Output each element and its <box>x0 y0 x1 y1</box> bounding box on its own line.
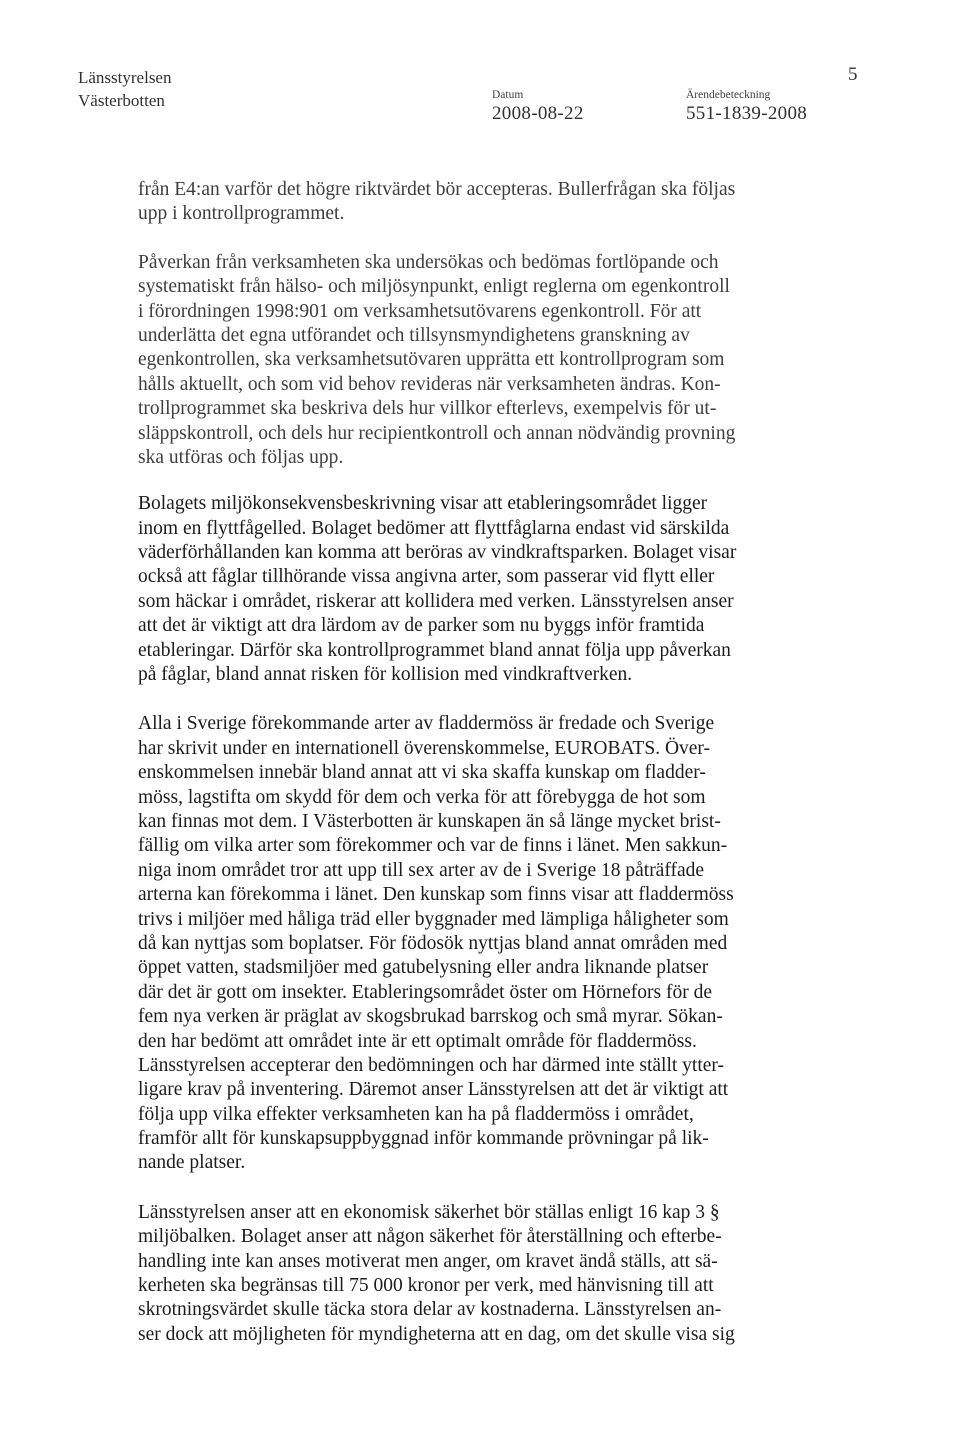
paragraph-bats <box>138 712 778 1175</box>
text-line: hålls aktuellt, och som vid behov revideras när verksamheten ändras. Kon- <box>138 373 721 395</box>
text-line: från E4:an varför det högre riktvärdet bör accepteras. Bullerfrågan ska följas <box>138 179 736 200</box>
text-line: där det är gott om insekter. Etableringsområdet öster om Hörnefors för de <box>138 981 712 1003</box>
text-line: niga inom området tror att upp till sex arter av de i Sverige 18 påträffade <box>138 859 705 881</box>
text-line: nande platser. <box>138 1152 246 1174</box>
text-line: då kan nyttjas som boplatser. För födosök nyttjas bland annat områden med <box>138 932 728 954</box>
text-line: fem nya verken är präglat av skogsbrukad barrskog och små myrar. Sökan- <box>138 1006 723 1028</box>
text-line: trivs i miljöer med håliga träd eller byggnader med lämpliga håligheter som <box>138 908 729 930</box>
text-line: fällig om vilka arter som förekommer och var de finns i länet. Men sakkun- <box>138 835 728 857</box>
text-line: Påverkan från verksamheten ska undersökas och bedömas fortlöpande och <box>138 251 719 273</box>
text-line: handling inte kan anses motiverat men anger, om kravet ändå ställs, att sä- <box>138 1250 718 1272</box>
text-line: väderförhållanden kan komma att beröras av vindkraftsparken. Bolaget visar <box>138 542 737 564</box>
text-line: ska utföras och följas upp. <box>138 446 344 468</box>
page-number: 5 <box>848 64 858 85</box>
date-label: Datum <box>492 89 524 101</box>
text-line: trollprogrammet ska beskriva dels hur villkor efterlevs, exempelvis för ut- <box>138 398 717 420</box>
text-line: inom en flyttfågelled. Bolaget bedömer att flyttfåglarna endast vid särskilda <box>138 517 730 539</box>
text-line: miljöbalken. Bolaget anser att någon säkerhet för återställning och efterbe- <box>138 1226 722 1248</box>
text-line: följa upp vilka effekter verksamheten kan ha på fladdermöss i området, <box>138 1103 694 1125</box>
text-line: att det är viktigt att dra lärdom av de parker som nu byggs inför framtida <box>138 615 705 637</box>
text-line: upp i kontrollprogrammet. <box>138 203 345 225</box>
text-line: Länsstyrelsen accepterar den bedömningen och har därmed inte ställt ytter- <box>138 1054 724 1076</box>
text-line: enskommelsen innebär bland annat att vi ska skaffa kunskap om fladder- <box>138 762 706 784</box>
text-line: kerheten ska begränsas till 75 000 kronor per verk, med hänvisning till att <box>138 1275 714 1297</box>
text-line: den har bedömt att området inte är ett optimalt område för fladdermöss. <box>138 1030 697 1052</box>
text-line: har skrivit under en internationell överenskommelse, EUROBATS. Över- <box>138 737 711 759</box>
text-line: släppskontroll, och dels hur recipientkontroll och annan nödvändig provning <box>138 422 736 444</box>
text-line: möss, lagstifta om skydd för dem och verka för att förebygga de hot som <box>138 786 706 808</box>
date-value: 2008-08-22 <box>492 103 584 124</box>
text-line: öppet vatten, stadsmiljöer med gatubelysning eller andra liknande platser <box>138 957 709 979</box>
text-line: arterna kan förekomma i länet. Den kunskap som finns visar att fladdermöss <box>138 884 734 906</box>
text-line: Länsstyrelsen anser att en ekonomisk säkerhet bör ställas enligt 16 kap 3 § <box>138 1201 720 1223</box>
text-line: ligare krav på inventering. Däremot anser Länsstyrelsen att det är viktigt att <box>138 1079 729 1101</box>
text-line: kan finnas mot dem. I Västerbotten är kunskapen än så länge mycket brist- <box>138 810 721 832</box>
text-line: etableringar. Därför ska kontrollprogrammet bland annat följa upp påverkan <box>138 639 731 661</box>
text-line: ser dock att möjligheten för myndigheterna att en dag, om det skulle visa sig <box>138 1323 735 1345</box>
date-block <box>492 88 584 126</box>
text-line: Bolagets miljökonsekvensbeskrivning visar att etableringsområdet ligger <box>138 493 708 515</box>
paragraph-noise-followup <box>138 178 778 227</box>
paragraph-self-monitoring <box>138 251 778 471</box>
reference-value: 551-1839-2008 <box>686 103 808 124</box>
text-line: underlätta det egna utförandet och tillsynsmyndighetens granskning av <box>138 324 690 346</box>
authority-name-line-2: Västerbotten <box>78 91 165 110</box>
paragraph-birds <box>138 492 778 687</box>
authority-name-line-1: Länsstyrelsen <box>78 68 172 87</box>
text-line: skrotningsvärdet skulle täcka stora delar av kostnaderna. Länsstyrelsen an- <box>138 1299 722 1321</box>
letter-body <box>138 178 778 1347</box>
text-line: också att fåglar tillhörande vissa angivna arter, som passerar vid flytt eller <box>138 566 715 588</box>
text-line: som häckar i området, riskerar att kollidera med verken. Länsstyrelsen anser <box>138 590 734 612</box>
text-line: i förordningen 1998:901 om verksamhetsutövarens egenkontroll. För att <box>138 300 702 322</box>
authority-name <box>78 66 171 112</box>
reference-block <box>686 88 807 126</box>
text-line: egenkontrollen, ska verksamhetsutövaren upprätta ett kontrollprogram som <box>138 349 725 371</box>
text-line: systematiskt från hälso- och miljösynpunkt, enligt reglerna om egenkontroll <box>138 276 730 298</box>
paragraph-financial-security <box>138 1201 778 1347</box>
text-line: framför allt för kunskapsuppbyggnad inför kommande prövningar på lik- <box>138 1128 709 1150</box>
reference-label: Ärendebeteckning <box>686 89 771 101</box>
text-line: Alla i Sverige förekommande arter av fladdermöss är fredade och Sverige <box>138 713 715 735</box>
text-line: på fåglar, bland annat risken för kollision med vindkraftverken. <box>138 664 633 686</box>
